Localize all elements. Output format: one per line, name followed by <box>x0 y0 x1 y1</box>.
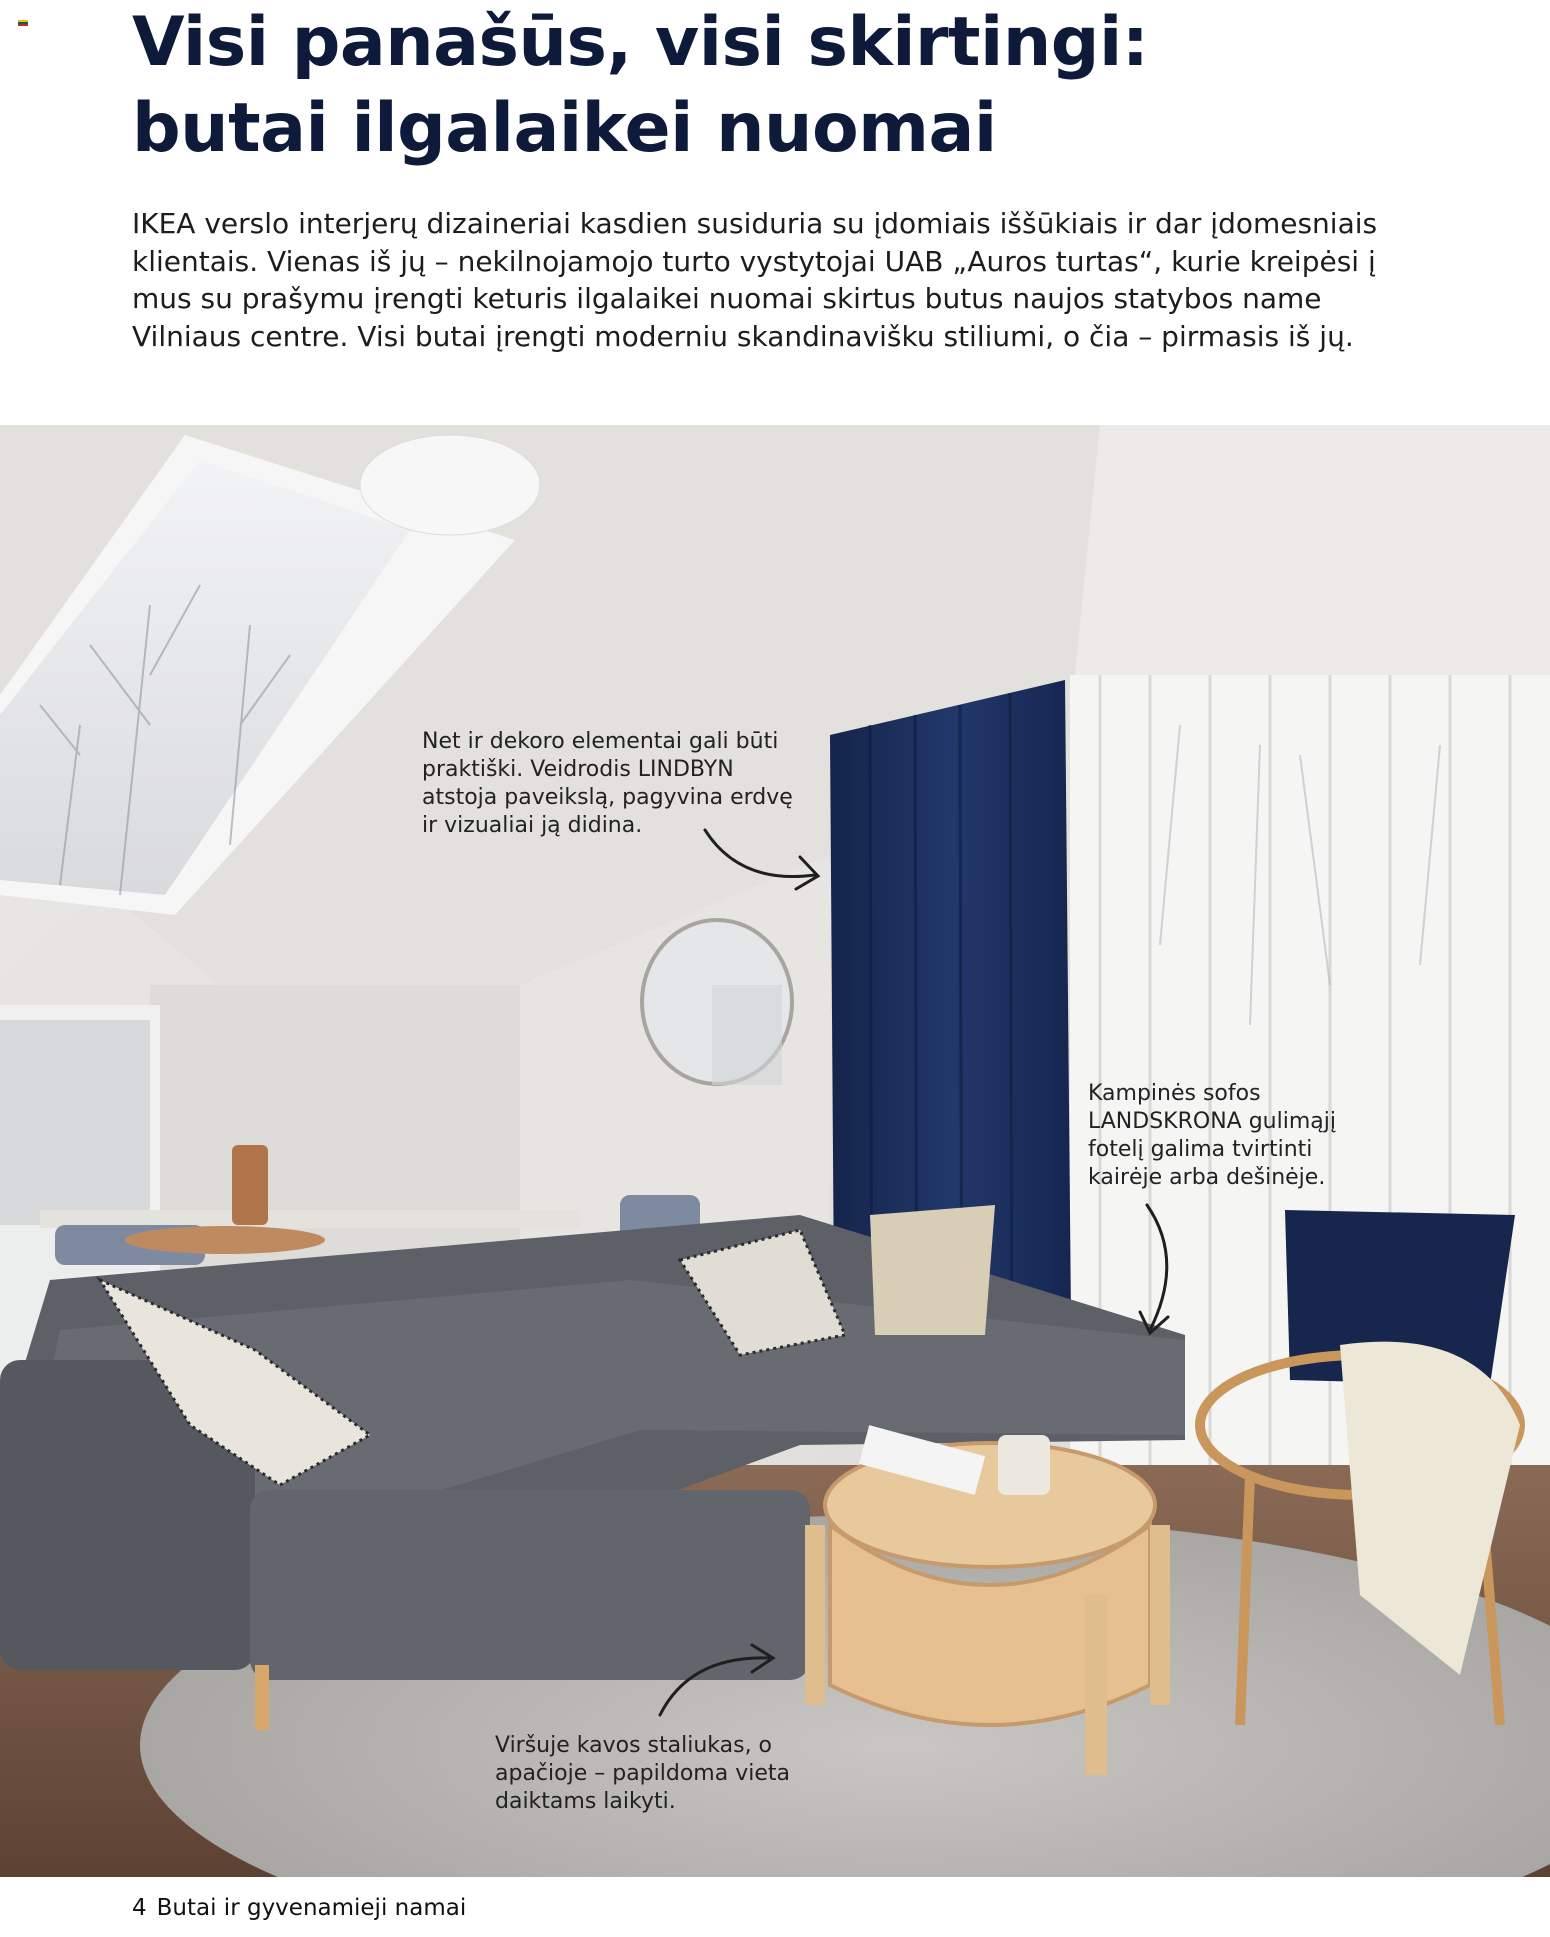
mirror-caption: Net ir dekoro elementai gali būti praktiški. Veidrodis LINDBYN atstoja paveikslą, pagyvina erdvę ir vizualiai ją didina. <box>422 729 793 838</box>
title-line-1: Visi panašūs, visi skirtingi: <box>132 3 1149 82</box>
page-footer <box>132 1895 466 1921</box>
page-number: 4 <box>132 1895 147 1921</box>
page-title <box>132 0 1432 172</box>
language-flag-icon <box>18 20 28 26</box>
sofa-caption: Kampinės sofos LANDSKRONA gulimąjį fotelį galima tvirtinti kairėje arba dešinėje. <box>1088 1081 1336 1190</box>
section-name: Butai ir gyvenamieji namai <box>156 1895 467 1921</box>
title-line-2: butai ilgalaikei nuomai <box>132 89 997 168</box>
intro-paragraph: IKEA verslo interjerų dizaineriai kasdien susiduria su įdomiais iššūkiais ir dar įdomesniais klientais. Vienas iš jų – nekilnojamojo turto vystytojai UAB „Auros turtas“, kurie kreipėsi į mus su prašymu įrengti keturis ilgalaikei nuomai skirtus butus naujos statybos name Vilniaus centre. Visi butai įrengti moderniu skandinavišku stiliumi, o čia – pirmasis iš jų. <box>132 207 1378 353</box>
coffee-table-caption: Viršuje kavos staliukas, o apačioje – papildoma vieta daiktams laikyti. <box>495 1733 790 1814</box>
